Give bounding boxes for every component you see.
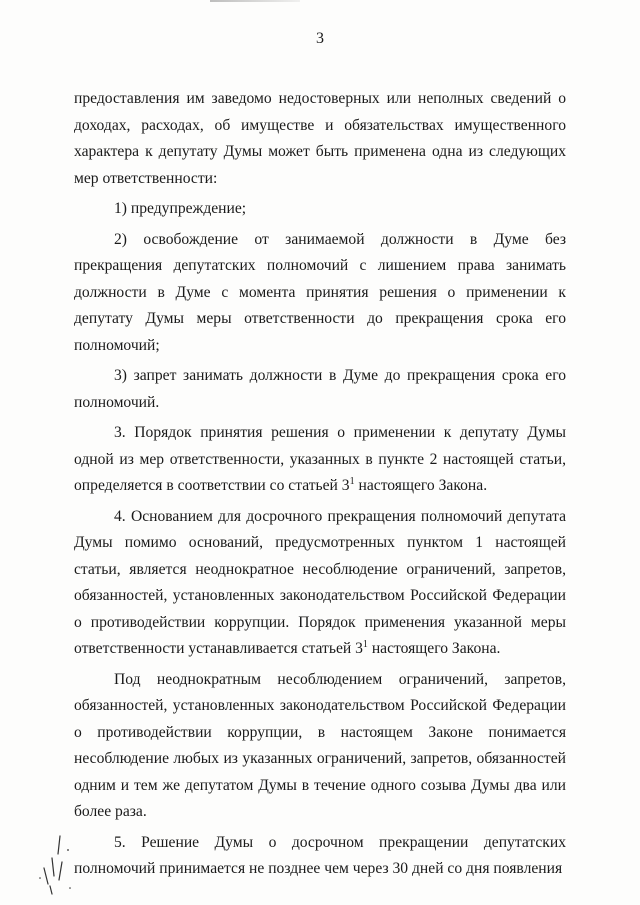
paragraph-text: 3. Порядок принятия решения о применении к депутату Думы одной из мер ответственности, указанных в пункте 2 настоящей статьи, определяется в соответствии со статьей 3 [74, 424, 566, 494]
paragraph-text: 2) освобождение от занимаемой должности в Думе без прекращения депутатских полномочий с лишением права занимать должности в Думе с момента принятия решения о применении к депутату Думы меры ответственности до прекращения срока его полномочий; [74, 230, 566, 354]
paragraph-text: 5. Решение Думы о досрочном прекращении депутатских полномочий принимается не позднее чем через 30 дней со дня появления [74, 833, 566, 877]
paragraph [74, 830, 566, 883]
paragraph-text: предоставления им заведомо недостоверных или неполных сведений о доходах, расходах, об имуществе и обязательствах имущественного характера к депутату Думы может быть применена одна из следующих мер ответственности: [74, 90, 566, 187]
superscript: 1 [362, 639, 368, 650]
paragraph [74, 667, 566, 826]
handwritten-mark [32, 828, 82, 898]
paragraph-text: настоящего Закона. [354, 477, 488, 494]
page-number: 3 [316, 30, 324, 47]
paragraph [74, 86, 566, 192]
paragraph [74, 420, 566, 500]
paragraph-text: 1) предупреждение; [114, 200, 247, 217]
paragraph [74, 363, 566, 416]
paragraph [74, 196, 566, 223]
paragraph-text: 3) запрет занимать должности в Думе до прекращения срока его полномочий. [74, 367, 566, 411]
scan-artifact [210, 0, 300, 2]
paragraph-text: Под неоднократным несоблюдением ограничений, запретов, обязанностей, установленных законодательством Российской Федерации о противодействии коррупции, в настоящем Законе понимается несоблюдение любых из указанных ограничений, запретов, обязанностей одним и тем же депутатом Думы в течение одного созыва Думы два или более раза. [74, 670, 566, 820]
paragraph-text: настоящего Закона. [367, 640, 501, 657]
paragraph-text: 4. Основанием для досрочного прекращения полномочий депутата Думы помимо оснований, предусмотренных пунктом 1 настоящей статьи, является неоднократное несоблюдение ограничений, запретов, обязанностей, установленных законодательством Российской Федерации о противодействии коррупции. Порядок применения указанной меры ответственности устанавливается статьей 3 [74, 507, 566, 657]
document-body [74, 86, 566, 883]
paragraph [74, 504, 566, 663]
superscript: 1 [349, 476, 355, 487]
paragraph [74, 227, 566, 360]
